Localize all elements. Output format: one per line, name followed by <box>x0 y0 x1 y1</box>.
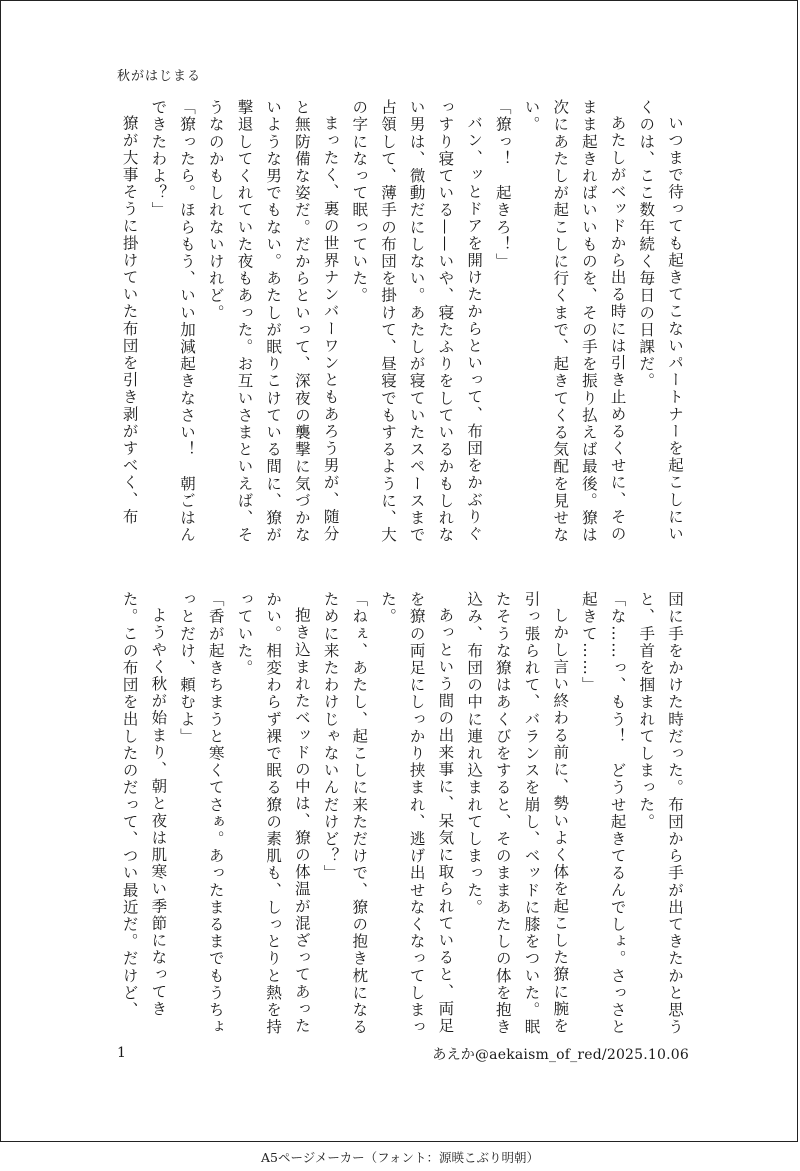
dialogue-line: 「ねぇ、あたし、起こしに来ただけで、獠の抱き枕になるために来たわけじゃないんだけど？」 <box>321 591 369 1036</box>
paragraph: あっという間の出来事に、呆気に取られていると、両足を獠の両足にしっかり挟まれ、逃げ出せなくなってしまった。 <box>378 591 455 1036</box>
running-title: 秋がはじまる <box>117 69 202 84</box>
dialogue-line: 「獠っ！ 起きろ！」 <box>493 99 512 270</box>
paragraph: しかし言い終わる前に、勢いよく体を起こした獠に腕を引っ張られて、バランスを崩し、ベッドに膝をついた。眠たそうな獠はあくびをすると、そのままあたしの体を抱き込み、布団の中に連れ込まれてしまった。 <box>465 591 570 1036</box>
top-text-block <box>114 99 689 546</box>
paragraph: あたしがベッドから出る時には引き止めるくせに、そのまま起きればいいものを、その手を振り払えば最後。獠は次にあたしが起こしに行くまで、起きてくる気配を見せない。 <box>522 99 627 544</box>
paragraph: バン、ッとドアを開けたからといって、布団をかぶりぐっすり寝ている——いや、寝たふりをしているかもしれない男は、微動だにしない。あたしが寝ていたスペースまで占領して、薄手の布団を掛けて、昼寝でもするように、大の字になって眠っていた。 <box>350 99 484 544</box>
paragraph: 抱き込まれたベッドの中は、獠の体温が混ざってあったかい。相変わらず裸で眠る獠の素肌も、しっとりと熱を持っていた。 <box>235 591 311 1036</box>
paragraph: いつまで待っても起きてこないパートナーを起こしにいくのは、ここ数年続く毎日の日課だ。 <box>637 99 684 542</box>
dialogue-line: 「香が起きちまうと寒くてさぁ。あったまるまでもうちょっとだけ、頼むよ」 <box>178 591 225 1036</box>
author-signature: あえか@aekaism_of_red/2025.10.06 <box>432 1047 689 1063</box>
paragraph: 獠が大事そうに掛けていた布団を引き剥がすべく、布 <box>120 114 139 525</box>
dialogue-line: 「獠ったら。ほらもう、いい加減起きなさい！ 朝ごはんできたわよ？」 <box>149 99 197 544</box>
paragraph: まったく、裏の世界ナンバーワンともあろう男が、随分と無防備な姿だ。だからといって、深夜の襲撃に気づかないような男でもない。あたしが眠りこけている間に、獠が撃退してくれていた夜もあった。お互いさまといえば、そうなのかもしれないけれど。 <box>206 99 340 544</box>
bottom-text-block <box>114 591 689 1038</box>
dialogue-line: 「な……っ、もう！ どうせ起きてるんでしょ。さっさと起きて……」 <box>579 591 627 1036</box>
paragraph: 団に手をかけた時だった。布団から手が出てきたかと思うと、手首を掴まれてしまった。 <box>637 591 684 1036</box>
paragraph: ようやく秋が始まり、朝と夜は肌寒い季節になってきた。この布団を出したのだって、つい最近だ。だけど、 <box>120 591 168 1019</box>
page-number: 1 <box>117 1045 126 1061</box>
tool-caption: A5ページメーカー（フォント：源暎こぶり明朝） <box>261 1150 539 1165</box>
